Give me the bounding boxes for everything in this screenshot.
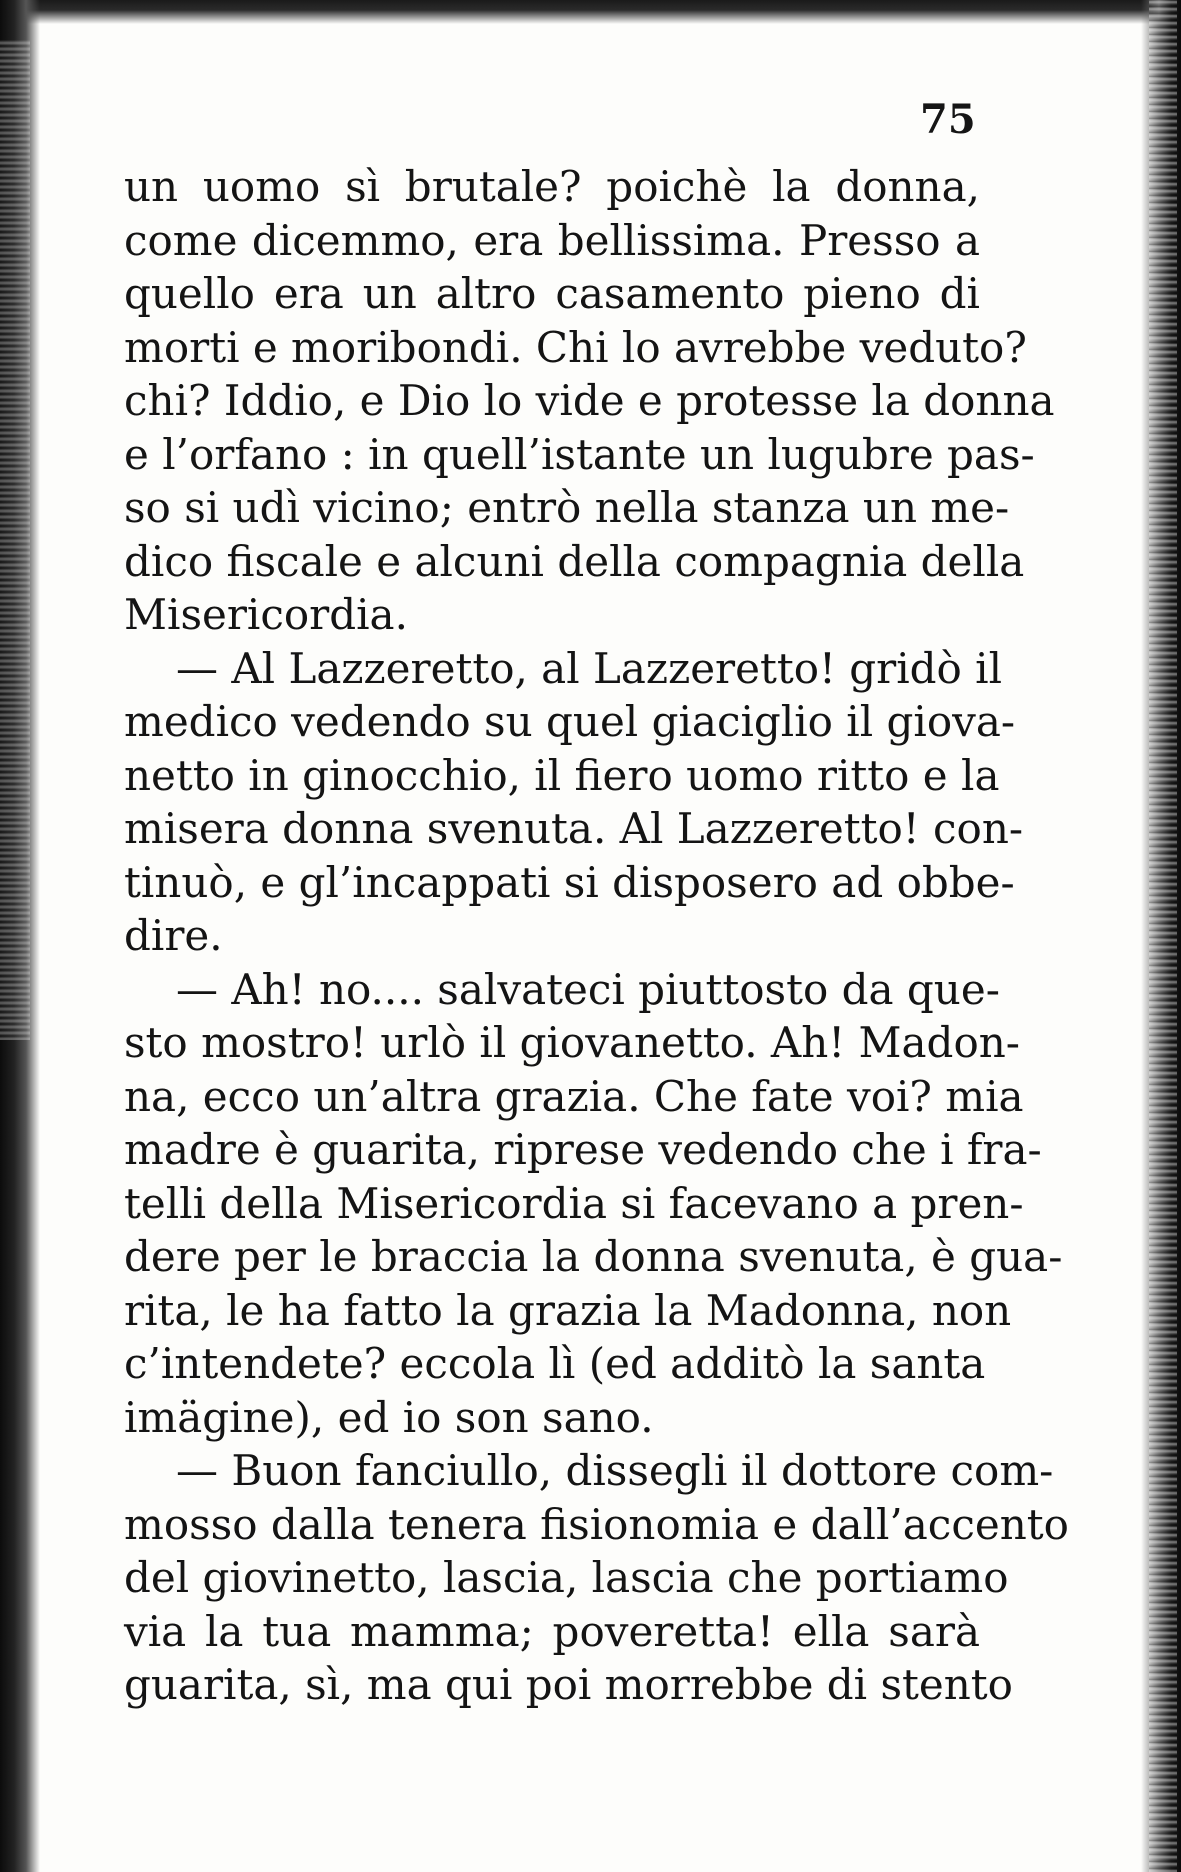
- text-line: come dicemmo, era bellissima. Presso a: [124, 215, 980, 265]
- text-line: imägine), ed io son sano.: [124, 1392, 654, 1442]
- text-line: medico vedendo su quel giaciglio il giova-: [124, 697, 1016, 746]
- text-line: dico fiscale e alcuni della compagnia della: [124, 536, 1025, 586]
- text-line: — Buon fanciullo, dissegli il dottore com-: [176, 1446, 1054, 1495]
- page-left-speckle: [0, 40, 30, 1040]
- body-text: [124, 160, 1069, 1712]
- text-line: c’intendete? eccola lì (ed additò la santa: [124, 1339, 986, 1388]
- text-line: chi? Iddio, e Dio lo vide e protesse la donna: [124, 376, 1055, 425]
- text-line: misera donna svenuta. Al Lazzeretto! con-: [124, 804, 1024, 853]
- text-line: telli della Misericordia si facevano a pren-: [124, 1178, 1024, 1228]
- text-line: — Al Lazzeretto, al Lazzeretto! gridò il: [176, 643, 1003, 693]
- text-line: Misericordia.: [124, 590, 408, 639]
- text-line: del giovinetto, lascia, lascia che portiamo: [124, 1553, 1009, 1602]
- text-line: netto in ginocchio, il fiero uomo ritto e la: [124, 750, 1000, 800]
- text-line: tinuò, e gl’incappati si disposero ad obbe-: [124, 857, 1015, 907]
- text-line: dire.: [124, 911, 223, 960]
- text-line: mosso dalla tenera fisionomia e dall’accento: [124, 1499, 1069, 1549]
- page-top-shadow: [0, 0, 1181, 24]
- text-line: so si udì vicino; entrò nella stanza un me-: [124, 483, 1010, 532]
- text-line: rita, le ha fatto la grazia la Madonna, non: [124, 1285, 1012, 1335]
- text-line: quello era un altro casamento pieno di: [124, 269, 980, 318]
- text-line: morti e moribondi. Chi lo avrebbe veduto?: [124, 322, 1027, 372]
- text-line: na, ecco un’altra grazia. Che fate voi? mia: [124, 1071, 1024, 1121]
- page-right-speckle: [1149, 0, 1177, 1872]
- text-line: e l’orfano : in quell’istante un lugubre pas-: [124, 429, 1035, 479]
- page-number: 75: [920, 96, 976, 143]
- text-line: via la tua mamma; poveretta! ella sarà: [124, 1606, 980, 1656]
- text-line: — Ah! no.... salvateci piuttosto da que-: [176, 964, 1000, 1014]
- text-line: sto mostro! urlò il giovanetto. Ah! Madon-: [124, 1018, 1020, 1067]
- text-line: guarita, sì, ma qui poi morrebbe di stento: [124, 1660, 1013, 1709]
- text-line: dere per le braccia la donna svenuta, è gua-: [124, 1232, 1063, 1281]
- text-line: un uomo sì brutale? poichè la donna,: [124, 162, 980, 211]
- text-line: madre è guarita, riprese vedendo che i fra-: [124, 1125, 1042, 1174]
